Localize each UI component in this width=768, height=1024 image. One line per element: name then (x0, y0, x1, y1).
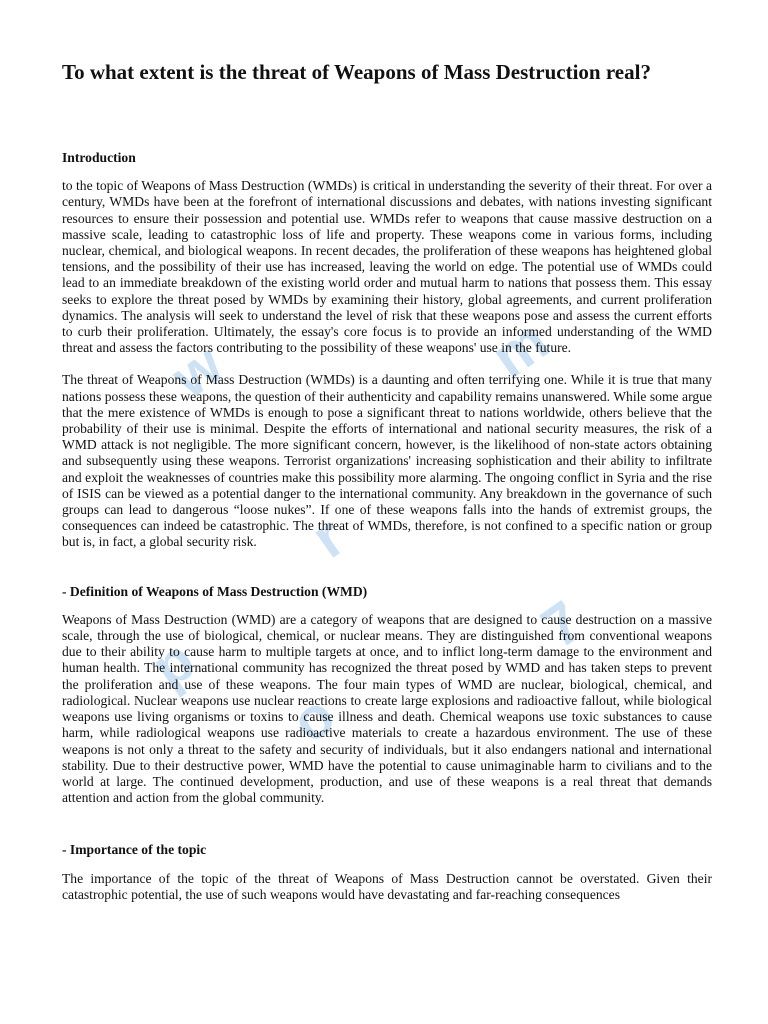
paragraph: Weapons of Mass Destruction (WMD) are a category of weapons that are designed to cause destruction on a massive scale, through the use of biological, chemical, or nuclear means. They are distinguished from conventional weapons due to their ability to cause harm to multiple targets at once, and to inflict long-term damage to the environment and human health. The international community has recognized the threat posed by WMD and has taken steps to prevent the proliferation and use of these weapons. The four main types of WMD are nuclear, biological, chemical, and radiological. Nuclear weapons use nuclear reactions to create large explosions and radioactive fallout, while biological weapons use living organisms or toxins to cause illness and death. Chemical weapons use toxic substances to cause harm, while radiological weapons use radioactive materials to create a hazardous environment. The use of these weapons is not only a threat to the safety and security of individuals, but it also endangers national and international stability. Due to their destructive power, WMD have the potential to cause unimaginable harm to civilians and to the world at large. The continued development, production, and use of these weapons is a real threat that demands attention and action from the global community. (62, 611, 712, 806)
section-introduction (62, 150, 712, 551)
document-title: To what extent is the threat of Weapons of Mass Destruction real? (62, 60, 651, 84)
watermark-glyph: r (300, 504, 356, 571)
paragraph: to the topic of Weapons of Mass Destruction (WMDs) is critical in understanding the severity of their threat. For over a century, WMDs have been at the forefront of international discussions and debates, with nations investing significant resources to ensure their possession and potential use. WMDs refer to weapons that cause massive destruction on a massive scale, leading to catastrophic loss of life and property. These weapons come in various forms, including nuclear, chemical, and biological weapons. In recent decades, the proliferation of these weapons has heightened global tensions, and the possibility of their use has increased, leaving the world on edge. The potential use of WMDs could lead to an immediate breakdown of the existing world order and mutual harm to nations that possess them. This essay seeks to explore the threat posed by WMDs by examining their history, global agreements, and current proliferation dynamics. The analysis will seek to understand the level of risk that these weapons pose and assess the current efforts to curb their proliferation. Ultimately, the essay's core focus is to provide an informed understanding of the WMD threat and assess the factors contributing to the possibility of these weapons' use in the future. (62, 178, 712, 356)
section-heading: - Definition of Weapons of Mass Destruction (WMD) (62, 583, 368, 599)
section-importance (62, 842, 712, 903)
watermark-glyph: 7 (530, 588, 594, 661)
paragraph: The importance of the topic of the threat of Weapons of Mass Destruction cannot be overstated. Given their catastrophic potential, the use of such weapons would have devastating and far-reaching consequences (62, 870, 712, 902)
watermark-glyph: p (140, 627, 207, 701)
section-heading: - Importance of the topic (62, 842, 207, 858)
watermark-glyph: w (160, 331, 235, 411)
watermark-glyph: o (280, 682, 347, 756)
document-body (62, 150, 712, 919)
paragraph: The threat of Weapons of Mass Destruction (WMDs) is a daunting and often terrifying one. While it is true that many nations possess these weapons, the question of their authenticity and capability remains unanswered. While some argue that the mere existence of WMDs is enough to pose a significant threat to nations worldwide, others believe that the probability of their use is minimal. Despite the efforts of international and national security measures, the risk of a WMD attack is not negligible. The more significant concern, however, is the likelihood of non-state actors obtaining and subsequently using these weapons. Terrorist organizations' increasing sophistication and their ability to infiltrate and exploit the weaknesses of countries make this possibility more alarming. The ongoing conflict in Syria and the rise of ISIS can be viewed as a potential danger to the international community. Any breakdown in the governance of such groups can lead to dangerous “loose nukes”. If one of these weapons falls into the hands of extremist groups, the consequences can indeed be catastrophic. The threat of WMDs, therefore, is not confined to a specific nation or group but is, in fact, a global security risk. (62, 372, 712, 550)
section-heading: Introduction (62, 150, 136, 165)
section-definition (62, 584, 712, 807)
watermark-glyph: m (480, 307, 560, 391)
